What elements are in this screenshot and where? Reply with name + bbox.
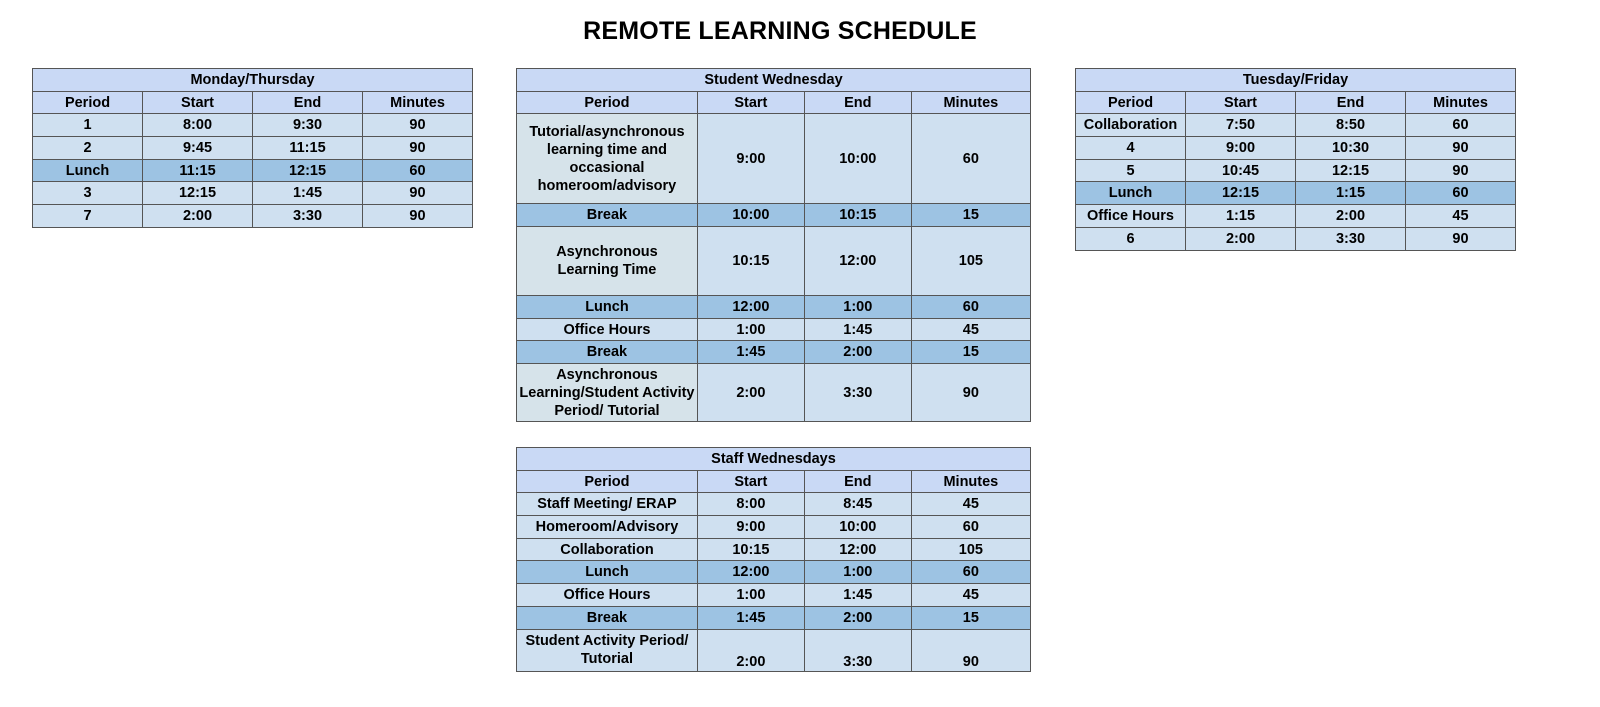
minutes-cell: 105 (911, 538, 1030, 561)
tuesday-friday-table (1075, 68, 1516, 251)
minutes-cell: 45 (911, 493, 1030, 516)
start-cell: 1:45 (697, 606, 804, 629)
start-cell: 9:00 (1186, 137, 1296, 160)
table-row (1076, 227, 1516, 250)
end-cell: 1:15 (1296, 182, 1406, 205)
period-cell: Homeroom/Advisory (517, 516, 698, 539)
end-cell: 8:50 (1296, 114, 1406, 137)
table-row (517, 629, 1031, 671)
table-row (517, 606, 1031, 629)
column-header-period: Period (33, 91, 143, 114)
table-row (517, 493, 1031, 516)
period-cell: 3 (33, 182, 143, 205)
minutes-cell: 90 (911, 629, 1030, 671)
period-cell: Asynchronous Learning Time (517, 227, 698, 296)
column-header-end: End (1296, 91, 1406, 114)
minutes-cell: 90 (363, 182, 473, 205)
table-row (33, 159, 473, 182)
end-cell: 1:45 (804, 584, 911, 607)
start-cell: 1:00 (697, 318, 804, 341)
monday-thursday-table (32, 68, 473, 228)
end-cell: 2:00 (1296, 205, 1406, 228)
minutes-cell: 105 (911, 227, 1030, 296)
end-cell: 10:15 (804, 204, 911, 227)
end-cell: 12:15 (1296, 159, 1406, 182)
period-cell: Lunch (33, 159, 143, 182)
table-caption: Staff Wednesdays (517, 448, 1031, 471)
column-header-period: Period (1076, 91, 1186, 114)
start-cell: 10:00 (697, 204, 804, 227)
column-header-start: Start (1186, 91, 1296, 114)
period-cell: 7 (33, 205, 143, 228)
end-cell: 12:00 (804, 538, 911, 561)
table-row (33, 114, 473, 137)
table-row (33, 205, 473, 228)
end-cell: 1:00 (804, 296, 911, 319)
table-row (1076, 205, 1516, 228)
table-row (1076, 159, 1516, 182)
end-cell: 11:15 (253, 137, 363, 160)
minutes-cell: 60 (911, 114, 1030, 204)
end-cell: 3:30 (1296, 227, 1406, 250)
start-cell: 12:00 (697, 561, 804, 584)
period-cell: Lunch (1076, 182, 1186, 205)
start-cell: 1:45 (697, 341, 804, 364)
start-cell: 2:00 (697, 629, 804, 671)
table-row (1076, 114, 1516, 137)
start-cell: 1:00 (697, 584, 804, 607)
minutes-cell: 90 (363, 137, 473, 160)
end-cell: 8:45 (804, 493, 911, 516)
end-cell: 3:30 (804, 364, 911, 422)
period-cell: Asynchronous Learning/Student Activity Period/ Tutorial (517, 364, 698, 422)
table-row (1076, 182, 1516, 205)
end-cell: 12:00 (804, 227, 911, 296)
table-caption: Tuesday/Friday (1076, 69, 1516, 92)
table-row (517, 561, 1031, 584)
table-row (517, 516, 1031, 539)
end-cell: 1:00 (804, 561, 911, 584)
period-cell: Office Hours (517, 318, 698, 341)
table-row (517, 364, 1031, 422)
start-cell: 2:00 (143, 205, 253, 228)
minutes-cell: 90 (1406, 137, 1516, 160)
page-title: REMOTE LEARNING SCHEDULE (583, 17, 977, 45)
table-row (517, 296, 1031, 319)
column-header-start: Start (143, 91, 253, 114)
start-cell: 1:15 (1186, 205, 1296, 228)
period-cell: Student Activity Period/ Tutorial (517, 629, 698, 671)
column-header-period: Period (517, 91, 698, 114)
start-cell: 9:00 (697, 114, 804, 204)
minutes-cell: 15 (911, 204, 1030, 227)
table-caption: Student Wednesday (517, 69, 1031, 92)
column-header-end: End (804, 91, 911, 114)
start-cell: 7:50 (1186, 114, 1296, 137)
end-cell: 2:00 (804, 341, 911, 364)
end-cell: 1:45 (253, 182, 363, 205)
end-cell: 3:30 (804, 629, 911, 671)
student-wednesday-table (516, 68, 1031, 422)
minutes-cell: 90 (363, 114, 473, 137)
table-row (517, 204, 1031, 227)
period-cell: Collaboration (1076, 114, 1186, 137)
minutes-cell: 90 (911, 364, 1030, 422)
column-header-minutes: Minutes (1406, 91, 1516, 114)
period-cell: Break (517, 341, 698, 364)
minutes-cell: 90 (1406, 159, 1516, 182)
minutes-cell: 45 (1406, 205, 1516, 228)
period-cell: Office Hours (517, 584, 698, 607)
minutes-cell: 60 (1406, 182, 1516, 205)
end-cell: 12:15 (253, 159, 363, 182)
start-cell: 8:00 (143, 114, 253, 137)
table-row (517, 341, 1031, 364)
start-cell: 10:15 (697, 227, 804, 296)
period-cell: Staff Meeting/ ERAP (517, 493, 698, 516)
minutes-cell: 15 (911, 606, 1030, 629)
end-cell: 9:30 (253, 114, 363, 137)
period-cell: Tutorial/asynchronous learning time and occasional homeroom/advisory (517, 114, 698, 204)
table-row (517, 584, 1031, 607)
period-cell: 6 (1076, 227, 1186, 250)
period-cell: Lunch (517, 561, 698, 584)
table-caption: Monday/Thursday (33, 69, 473, 92)
end-cell: 10:00 (804, 516, 911, 539)
start-cell: 12:00 (697, 296, 804, 319)
period-cell: 4 (1076, 137, 1186, 160)
column-header-start: Start (697, 91, 804, 114)
minutes-cell: 60 (911, 561, 1030, 584)
start-cell: 12:15 (143, 182, 253, 205)
period-cell: Break (517, 204, 698, 227)
end-cell: 10:00 (804, 114, 911, 204)
column-header-end: End (804, 470, 911, 493)
period-cell: Lunch (517, 296, 698, 319)
minutes-cell: 15 (911, 341, 1030, 364)
column-header-minutes: Minutes (363, 91, 473, 114)
end-cell: 1:45 (804, 318, 911, 341)
start-cell: 12:15 (1186, 182, 1296, 205)
minutes-cell: 60 (1406, 114, 1516, 137)
table-row (517, 318, 1031, 341)
period-cell: 2 (33, 137, 143, 160)
minutes-cell: 60 (363, 159, 473, 182)
period-cell: Break (517, 606, 698, 629)
start-cell: 2:00 (697, 364, 804, 422)
minutes-cell: 45 (911, 584, 1030, 607)
table-row (517, 114, 1031, 204)
column-header-minutes: Minutes (911, 470, 1030, 493)
start-cell: 9:45 (143, 137, 253, 160)
start-cell: 2:00 (1186, 227, 1296, 250)
minutes-cell: 45 (911, 318, 1030, 341)
period-cell: 1 (33, 114, 143, 137)
end-cell: 2:00 (804, 606, 911, 629)
end-cell: 3:30 (253, 205, 363, 228)
end-cell: 10:30 (1296, 137, 1406, 160)
column-header-start: Start (697, 470, 804, 493)
table-row (33, 137, 473, 160)
table-row (33, 182, 473, 205)
minutes-cell: 90 (1406, 227, 1516, 250)
table-row (517, 227, 1031, 296)
column-header-minutes: Minutes (911, 91, 1030, 114)
start-cell: 11:15 (143, 159, 253, 182)
period-cell: Collaboration (517, 538, 698, 561)
table-row (517, 538, 1031, 561)
table-row (1076, 137, 1516, 160)
start-cell: 10:45 (1186, 159, 1296, 182)
start-cell: 8:00 (697, 493, 804, 516)
staff-wednesdays-table (516, 447, 1031, 672)
minutes-cell: 60 (911, 296, 1030, 319)
column-header-end: End (253, 91, 363, 114)
minutes-cell: 60 (911, 516, 1030, 539)
minutes-cell: 90 (363, 205, 473, 228)
period-cell: Office Hours (1076, 205, 1186, 228)
start-cell: 10:15 (697, 538, 804, 561)
period-cell: 5 (1076, 159, 1186, 182)
column-header-period: Period (517, 470, 698, 493)
start-cell: 9:00 (697, 516, 804, 539)
